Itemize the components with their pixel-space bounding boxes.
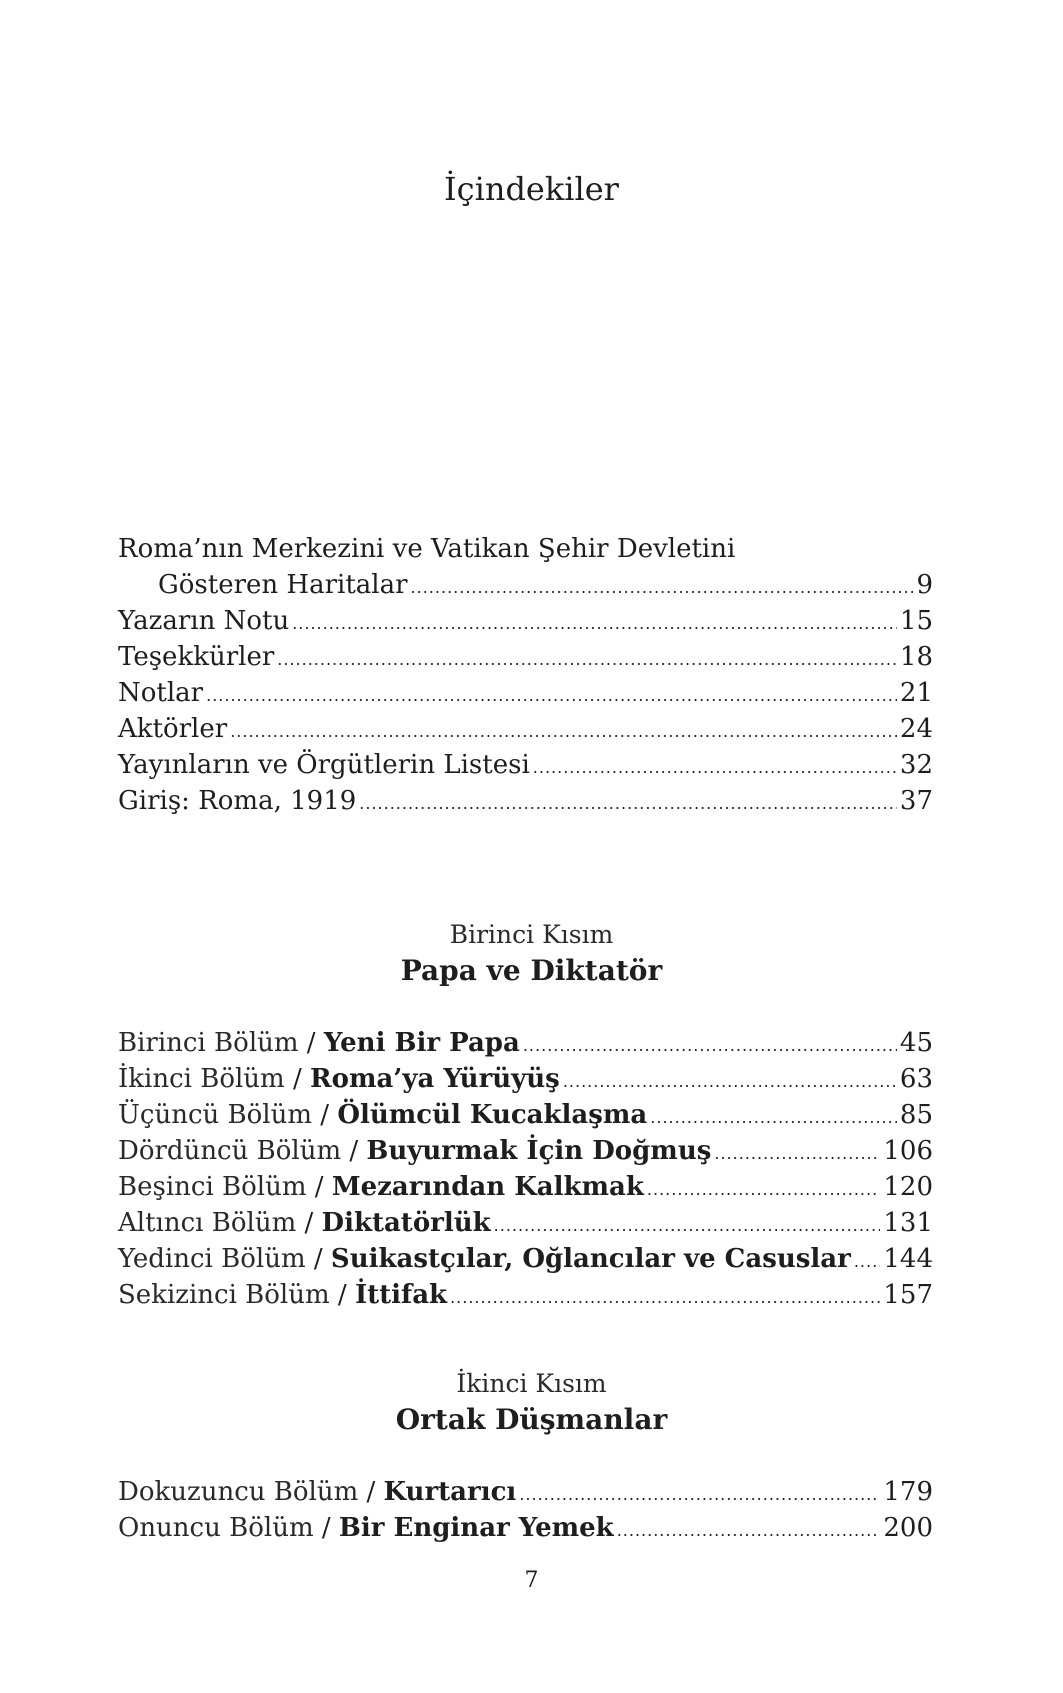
- dot-leader: [450, 1280, 880, 1316]
- toc-entry-text: Roma’nın Merkezini ve Vatikan Şehir Devletini: [118, 534, 736, 564]
- chapter-entry: [118, 1097, 933, 1133]
- chapter-separator: /: [329, 1280, 355, 1310]
- dot-leader: [854, 1244, 881, 1280]
- toc-entry-text: Yazarın Notu: [118, 606, 290, 636]
- chapter-title: Mezarından Kalkmak: [331, 1172, 644, 1202]
- toc-entry: [118, 567, 933, 603]
- dot-leader: [650, 1100, 897, 1136]
- chapter-label: Birinci Bölüm: [118, 1028, 299, 1058]
- part-label: Birinci Kısım: [449, 920, 614, 949]
- dot-leader: [714, 1136, 880, 1172]
- chapter-title: Yeni Bir Papa: [323, 1028, 520, 1058]
- part-heading: [0, 918, 1063, 990]
- chapter-title: Ölümcül Kucaklaşma: [337, 1100, 648, 1130]
- chapter-separator: /: [284, 1064, 310, 1094]
- toc-entry: [118, 603, 933, 639]
- chapter-separator: /: [298, 1028, 324, 1058]
- chapter-separator: /: [313, 1513, 339, 1543]
- toc-entry: [118, 675, 933, 711]
- chapter-label: İkinci Bölüm: [118, 1064, 285, 1094]
- chapter-entry: [118, 1510, 933, 1546]
- toc-entry-page: 32: [899, 750, 933, 780]
- dot-leader: [359, 786, 897, 822]
- toc-entry-page: 21: [899, 678, 933, 708]
- dot-leader: [647, 1172, 880, 1208]
- chapter-separator: /: [305, 1244, 331, 1274]
- chapter-label: Üçüncü Bölüm: [118, 1100, 313, 1130]
- chapter-entry: [118, 1025, 933, 1061]
- dot-leader: [277, 642, 897, 678]
- toc-entry-page: 9: [916, 570, 933, 600]
- toc-entry: [118, 711, 933, 747]
- chapter-separator: /: [306, 1172, 332, 1202]
- chapter-page: 131: [883, 1208, 933, 1238]
- chapter-label: Onuncu Bölüm: [118, 1513, 314, 1543]
- page-title: İçindekiler: [444, 170, 619, 208]
- chapter-title: Suikastçılar, Oğlancılar ve Casuslar: [330, 1244, 851, 1274]
- dot-leader: [206, 678, 897, 714]
- dot-leader: [230, 714, 897, 750]
- chapter-separator: /: [358, 1477, 384, 1507]
- toc-entry-page: 37: [899, 786, 933, 816]
- chapter-title: İttifak: [354, 1280, 448, 1310]
- chapter-page: 120: [883, 1172, 933, 1202]
- chapter-page: 144: [883, 1244, 933, 1274]
- chapter-page: 106: [883, 1136, 933, 1166]
- part-1-chapter-list: [118, 1025, 933, 1313]
- dot-leader: [411, 570, 914, 606]
- chapter-page: 45: [899, 1028, 933, 1058]
- dot-leader: [617, 1513, 881, 1549]
- front-matter-list: [118, 531, 933, 819]
- chapter-separator: /: [296, 1208, 322, 1238]
- chapter-entry: [118, 1205, 933, 1241]
- chapter-separator: /: [312, 1100, 338, 1130]
- chapter-label: Dördüncü Bölüm: [118, 1136, 342, 1166]
- toc-entry-text: Gösteren Haritalar: [158, 570, 408, 600]
- chapter-entry: [118, 1169, 933, 1205]
- toc-entry-text: Teşekkürler: [118, 642, 275, 672]
- chapter-page: 157: [883, 1280, 933, 1310]
- chapter-separator: /: [341, 1136, 367, 1166]
- part-label: İkinci Kısım: [456, 1369, 607, 1398]
- dot-leader: [533, 750, 897, 786]
- chapter-title: Kurtarıcı: [383, 1477, 517, 1507]
- chapter-title: Bir Enginar Yemek: [338, 1513, 614, 1543]
- chapter-title: Buyurmak İçin Doğmuş: [366, 1136, 712, 1166]
- dot-leader: [494, 1208, 881, 1244]
- toc-entry-text: Giriş: Roma, 1919: [118, 786, 357, 816]
- chapter-entry: [118, 1474, 933, 1510]
- part-title: Ortak Düşmanlar: [395, 1403, 668, 1436]
- chapter-entry: [118, 1277, 933, 1313]
- chapter-label: Dokuzuncu Bölüm: [118, 1477, 359, 1507]
- chapter-title: Roma’ya Yürüyüş: [310, 1064, 560, 1094]
- toc-entry-text: Aktörler: [118, 714, 228, 744]
- toc-entry: [118, 783, 933, 819]
- chapter-page: 179: [883, 1477, 933, 1507]
- chapter-entry: [118, 1061, 933, 1097]
- chapter-title: Diktatörlük: [321, 1208, 491, 1238]
- part-title: Papa ve Diktatör: [400, 954, 663, 987]
- chapter-page: 200: [883, 1513, 933, 1543]
- toc-entry-text: Yayınların ve Örgütlerin Listesi: [118, 750, 530, 780]
- chapter-entry: [118, 1241, 933, 1277]
- toc-entry: [118, 747, 933, 783]
- chapter-label: Beşinci Bölüm: [118, 1172, 307, 1202]
- dot-leader: [519, 1477, 880, 1513]
- chapter-label: Sekizinci Bölüm: [118, 1280, 330, 1310]
- chapter-page: 85: [899, 1100, 933, 1130]
- toc-entry: [118, 531, 933, 567]
- toc-entry-page: 15: [899, 606, 933, 636]
- toc-entry-page: 24: [899, 714, 933, 744]
- chapter-entry: [118, 1133, 933, 1169]
- dot-leader: [523, 1028, 897, 1064]
- dot-leader: [563, 1064, 897, 1100]
- part-heading: [0, 1367, 1063, 1439]
- chapter-page: 63: [899, 1064, 933, 1094]
- toc-entry-page: 18: [899, 642, 933, 672]
- toc-entry: [118, 639, 933, 675]
- page-number: 7: [524, 1568, 539, 1593]
- dot-leader: [292, 606, 897, 642]
- chapter-label: Yedinci Bölüm: [118, 1244, 306, 1274]
- toc-entry-text: Notlar: [118, 678, 204, 708]
- part-2-chapter-list: [118, 1474, 933, 1546]
- chapter-label: Altıncı Bölüm: [118, 1208, 297, 1238]
